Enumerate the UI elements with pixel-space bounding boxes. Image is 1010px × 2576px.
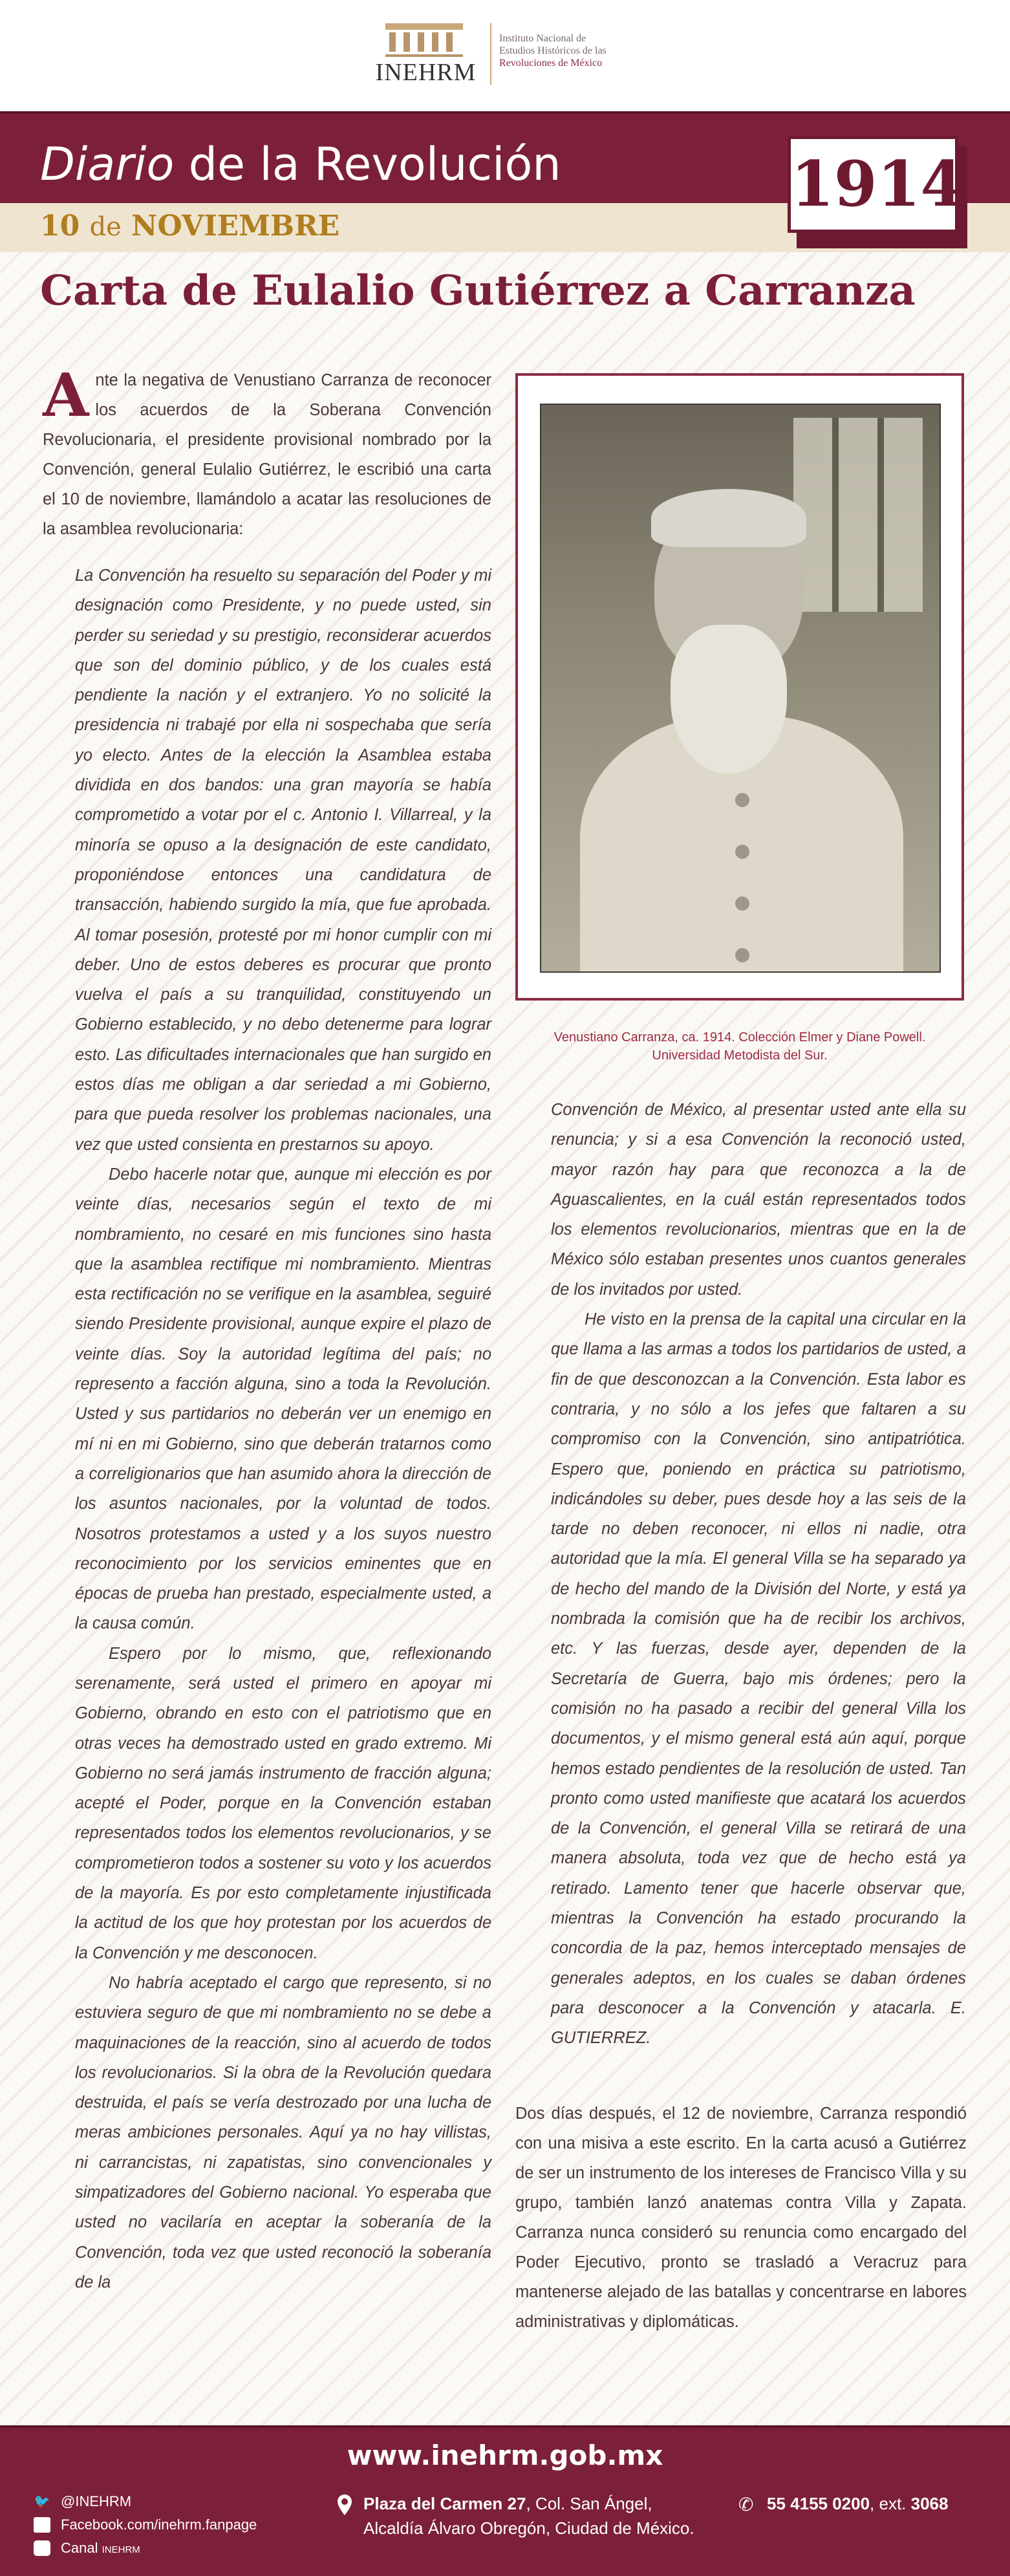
photo-caption-line-1: Venustiano Carranza, ca. 1914. Colección Elmer y Diane Powell. — [553, 1030, 926, 1044]
letter-paragraph-3: Espero por lo mismo, que, reflexionando serenamente, será usted el primero en apoyar mi Gobierno, obrando en esto con el patriotismo que en otras veces ha demostrado usted en grado extremo. Mi Gobierno no será jamás instrumento de fracción alguna; acepté el Poder, porque en la Convención estaban representados todos los elementos revolucionarios, y se comprometieron todos a sostener su voto y los acuerdos de la mayoría. Es por esto completamente injustificada la actitud de los que hoy protestan por los acuerdos de la Convención y me desconocen. — [75, 1644, 491, 1962]
facebook-icon: f — [34, 2517, 50, 2533]
photo-caption-line-2: Universidad Metodista del Sur. — [652, 1048, 828, 1063]
twitter-icon: 🐦 — [34, 2495, 50, 2509]
year: 1914 — [791, 147, 964, 221]
address-colony: , Col. San Ángel, — [526, 2494, 652, 2513]
closing-paragraph: Dos días después, el 12 de noviembre, Carranza respondió con una misiva a este escrito. En la carta acusó a Gutiérrez de ser un instrumento de los intereses de Francisco Villa y su grupo, también lanzó anatemas contra Villa y Zapata. Carranza nunca consideró su renuncia como encargado del Poder Ejecutivo, pronto se trasladó a Veracruz para mantenerse alejado de las batallas y concentrarse en labores administrativas y diplomáticas. — [515, 2105, 967, 2331]
date-month: NOVIEMBRE — [131, 210, 340, 243]
phone-extension: 3068 — [910, 2494, 949, 2513]
year-box — [788, 136, 964, 233]
logo-line-1: Instituto Nacional de — [499, 33, 586, 44]
youtube-link[interactable] — [34, 2537, 305, 2560]
series-title-italic: Diario — [40, 138, 175, 191]
logo-acronym: INEHRM — [375, 59, 477, 86]
phone-number: 55 4155 0200 — [767, 2494, 870, 2513]
letter-paragraph-2: Debo hacerle notar que, aunque mi elección es por veinte días, necesarios según el texto de mi nombramiento, no cesaré en mis funciones sino hasta que la asamblea rectifique mi nombramiento. Mientras esta rectificación no se verifique en la asamblea, seguiré siendo Presidente provisional, aunque expire el plazo de veinte días. Soy la autoridad legítima del país; no represento a facción alguna, sino a toda la Revolución. Usted y sus partidarios no deberán ver un enemigo en mí ni en mi Gobierno, sino que deberán tratarnos como a correligionarios que han asumido ahora la dirección de los asuntos nacionales, por la voluntad de todos. Nosotros protestamos a usted y a los suyos nuestro reconocimiento por los servicios eminentes que en épocas de prueba han prestado, especialmente usted, a la causa común. — [75, 1165, 491, 1633]
right-column-quote — [551, 1095, 966, 2053]
facebook-url: Facebook.com/inehrm.fanpage — [61, 2516, 257, 2533]
intro-text: nte la negativa de Venustiano Carranza de reconocer los acuerdos de la Soberana Convención Revolucionaria, el presidente provisional nombrado por la Convención, general Eulalio Gutiérrez, le escribió una carta el 10 de noviembre, llamándolo a acatar las resoluciones de la asamblea revolucionaria: — [43, 371, 491, 538]
right-column-closing — [515, 2099, 967, 2337]
phone-ext-label: , ext. — [870, 2494, 907, 2513]
youtube-icon: ▶ — [34, 2540, 50, 2556]
location-pin-icon — [336, 2494, 353, 2516]
logo-line-3: Revoluciones de México — [499, 58, 603, 69]
series-title-rest: de la Revolución — [174, 138, 561, 191]
photo-caption — [515, 1028, 964, 1065]
twitter-handle: @INEHRM — [61, 2493, 132, 2509]
footer — [0, 2425, 1010, 2576]
drop-cap: A — [43, 360, 89, 430]
website-link[interactable]: www.inehrm.gob.mx — [347, 2440, 663, 2471]
date — [40, 210, 339, 243]
social-links — [34, 2490, 305, 2560]
address-line-2: Alcaldía Álvaro Obregón, Ciudad de México. — [363, 2518, 694, 2538]
letter-paragraph-4-continued: Convención de México, al presentar usted ante ella su renuncia; y si a esa Convención la reconoció usted, mayor razón hay para que reconozca a la de Aguascalientes, en la cuál están representados todos los elementos revolucionarios, mientras que en la de México sólo estaban presentes unos cuantos generales de los invitados por usted. — [551, 1101, 966, 1299]
date-day: 10 — [40, 210, 80, 243]
logo-line-2: Estudios Históricos de las — [499, 45, 607, 56]
letter-paragraph-1: La Convención ha resuelto su separación del Poder y mi designación como Presidente, y no puede usted, sin perder su seriedad y su prestigio, reconsiderar acuerdos que son del dominio público, y de los cuales está pendiente la nación y el extranjero. Yo no solicité la presidencia ni trabajé por ella ni sospechaba que sería yo electo. Antes de la elección la Asamblea estaba dividida en dos bandos: una gran mayoría se había comprometido a votar por el c. Antonio I. Villarreal, y la minoría se opuso a la designación de este candidato, proponiéndose entonces una candidatura de transacción, habiendo surgido la mía, que fue aprobada. Al tomar posesión, protesté por mi honor cumplir con mi deber. Uno de estos deberes es procurar que pronto vuelva el país a su tranquilidad, constituyendo un Gobierno establecido, y no debo detenerme para lograr esto. Las dificultades internacionales que han surgido en estos días me obligan a dar seriedad a mi Gobierno, para que pueda resolver los problemas nacionales, una vez que usted consienta en prestarnos su apoyo. — [75, 567, 491, 1154]
facebook-link[interactable] — [34, 2513, 305, 2537]
building-icon — [385, 23, 463, 57]
logo-institution-name — [499, 32, 654, 69]
portrait-photo — [540, 404, 941, 973]
left-column — [43, 360, 491, 2297]
date-de: de — [89, 212, 122, 242]
letter-paragraph-4: No habría aceptado el cargo que represento, si no estuviera seguro de que mi nombramiento no se debe a maquinaciones de la reacción, sino al acuerdo de todos los revolucionarios. Si la obra de la Revolución quedara destruida, el país se vería destrozado por una lucha de meras ambiciones personales. Aquí ya no hay villistas, ni carrancistas, ni zapatistas, sino convencionales y simpatizadores del Gobierno nacional. Yo esperaba que usted no vacilaría en aceptar la soberanía de la Convención, toda vez que usted reconoció la soberanía de la — [75, 1973, 491, 2291]
intro-paragraph — [43, 360, 491, 544]
logo-mark — [366, 18, 486, 89]
series-title — [40, 138, 561, 190]
header-band — [0, 0, 1010, 111]
address-line-1 — [363, 2491, 724, 2516]
youtube-prefix: Canal — [61, 2540, 98, 2556]
photo-frame — [515, 373, 964, 1001]
inehrm-logo[interactable] — [366, 18, 650, 89]
phone[interactable] — [738, 2491, 997, 2516]
page-title: Carta de Eulalio Gutiérrez a Carranza — [40, 266, 916, 315]
phone-icon: ✆ — [738, 2495, 754, 2515]
address-street: Plaza del Carmen 27 — [363, 2494, 526, 2513]
address — [336, 2491, 724, 2540]
letter-paragraph-5: He visto en la prensa de la capital una circular en la que llama a las armas a todos los partidarios de usted, a fin de que desconozcan a la Convención. Esta labor es contraria, y no sólo a los jefes que faltaren a su compromiso con la Convención, sino antipatriótica. Espero que, poniendo en práctica su patriotismo, indicándoles su deber, pues desde hoy a las seis de la tarde no deben reconocer, ni ellos ni nadie, otra autoridad que la mía. El general Villa se ha separado ya de hecho del mando de la División del Norte, y está ya nombrada la comisión que ha de recibir los archivos, etc. Y las fuerzas, desde ayer, dependen de la Secretaría de Guerra, bajo mis órdenes; pero la comisión no ha pasado a recibir del general Villa los documentos, y el mismo general está aún aquí, porque hemos estado pendientes de la resolución de usted. Tan pronto como usted manifieste que acatará los acuerdos de la Convención, el general Villa se retirará de una manera absoluta, toda vez que de hecho está ya retirado. Lamento tener que hacerle observar que, mientras la Convención ha estado procurando la concordia de la paz, hemos interceptado mensajes de generales adeptos, en los cuales se daban órdenes para desconocer a la Convención y atacarla. E. GUTIERREZ. — [551, 1310, 966, 2048]
twitter-link[interactable] — [34, 2490, 305, 2513]
youtube-channel: INEHRM — [102, 2544, 140, 2555]
logo-divider — [490, 23, 491, 85]
